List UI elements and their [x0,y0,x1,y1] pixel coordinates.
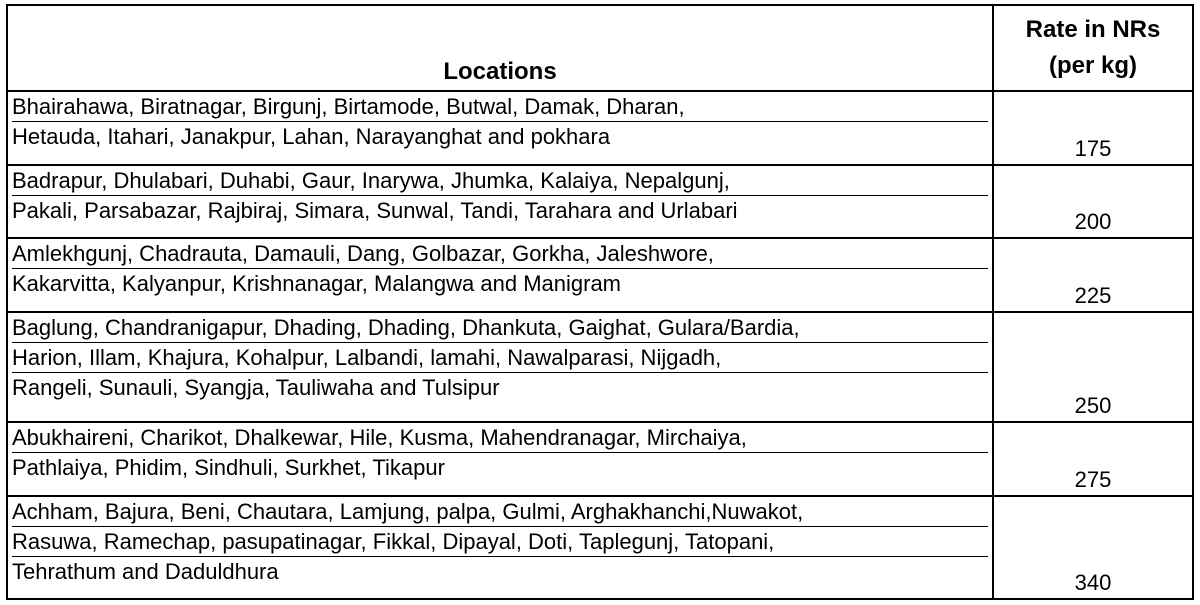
row-locations [12,166,988,226]
location-line: Rasuwa, Ramechap, pasupatinagar, Fikkal, Dipayal, Doti, Taplegunj, Tatopani, [12,527,988,557]
location-line: Baglung, Chandranigapur, Dhading, Dhading, Dhankuta, Gaighat, Gulara/Bardia, [12,313,988,343]
header-rate [994,12,1192,84]
table-row [8,239,1192,313]
row-locations [12,497,988,587]
table-row [8,423,1192,497]
table-row [8,166,1192,239]
location-line: Rangeli, Sunauli, Syangja, Tauliwaha and Tulsipur [12,375,500,400]
row-locations [12,92,988,152]
rate-table [6,4,1194,600]
row-rate: 175 [1074,136,1112,161]
table-row [8,92,1192,166]
header-locations: Locations [443,58,557,85]
row-locations [12,239,988,299]
location-line: Kakarvitta, Kalyanpur, Krishnanagar, Malangwa and Manigram [12,271,622,296]
location-line: Pakali, Parsabazar, Rajbiraj, Simara, Sunwal, Tandi, Tarahara and Urlabari [12,198,738,223]
location-line: Badrapur, Dhulabari, Duhabi, Gaur, Inarywa, Jhumka, Kalaiya, Nepalgunj, [12,166,988,196]
row-rate: 200 [1074,209,1112,234]
location-line: Hetauda, Itahari, Janakpur, Lahan, Narayanghat and pokhara [12,124,611,149]
table-header [8,6,1192,92]
location-line: Pathlaiya, Phidim, Sindhuli, Surkhet, Tikapur [12,455,445,480]
row-locations [12,313,988,403]
row-rate: 250 [1074,393,1112,418]
row-locations [12,423,988,483]
location-line: Bhairahawa, Biratnagar, Birgunj, Birtamode, Butwal, Damak, Dharan, [12,92,988,122]
table-row [8,313,1192,423]
row-rate: 340 [1074,570,1112,595]
location-line: Amlekhgunj, Chadrauta, Damauli, Dang, Golbazar, Gorkha, Jaleshwore, [12,239,988,269]
row-rate: 225 [1074,283,1112,308]
location-line: Tehrathum and Daduldhura [12,559,279,584]
header-rate-line2: (per kg) [1048,52,1137,79]
location-line: Abukhaireni, Charikot, Dhalkewar, Hile, Kusma, Mahendranagar, Mirchaiya, [12,423,988,453]
header-rate-line1: Rate in NRs [1025,16,1161,43]
location-line: Achham, Bajura, Beni, Chautara, Lamjung, palpa, Gulmi, Arghakhanchi,Nuwakot, [12,497,988,527]
location-line: Harion, Illam, Khajura, Kohalpur, Lalbandi, lamahi, Nawalparasi, Nijgadh, [12,343,988,373]
row-rate: 275 [1074,467,1112,492]
table-row [8,497,1192,598]
